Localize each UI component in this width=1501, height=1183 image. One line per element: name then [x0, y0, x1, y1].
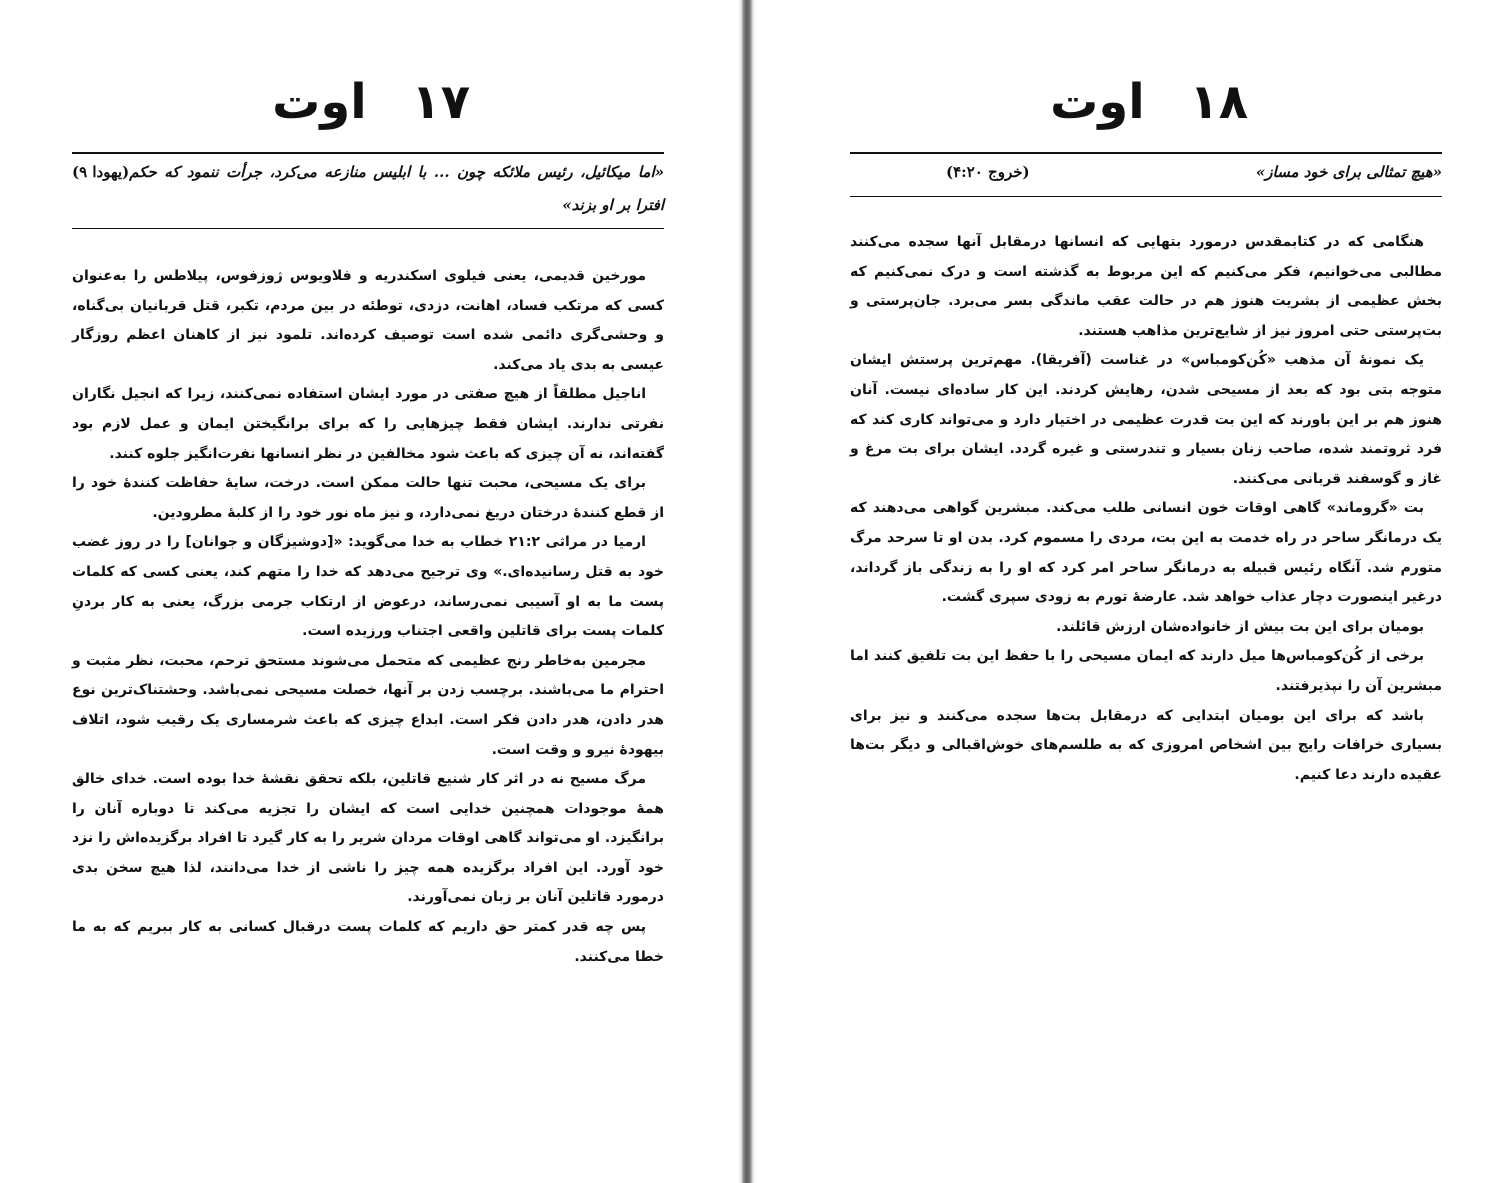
- devotional-body: [72, 262, 664, 972]
- book-gutter: [738, 0, 756, 1183]
- body-paragraph: اناجیل مطلقاً از هیچ صفتی در مورد ایشان استفاده نمی‌کنند، زیرا که انجیل نگاران نفرتی ندارند. ایشان فقط چیزهایی را که برای برانگیختن ایمان و عمل لازم بود گفته‌اند، نه آن چیزی که باعث شود مخالفین در نظر انسانها نفرت‌انگیز جلوه کنند.: [72, 386, 664, 462]
- body-paragraph: باشد که برای این بومیان ابتدایی که درمقابل بت‌ها سجده می‌کنند و نیز برای بسیاری خرافات رایج بین اشخاص امروزی که به طلسم‌های خوش‌اقبالی و دیگر بت‌ها عقیده دارند دعا کنیم.: [850, 707, 1442, 783]
- body-paragraph: بت «گروماند» گاهی اوقات خون انسانی طلب می‌کند. مبشرین گواهی می‌دهند که یک درمانگر ساحر در راه خدمت به این بت، مردی را مسموم کرد. بدن او تا سرحد مرگ متورم شد. آنگاه رئیس قبیله به درمانگر ساحر امر کرد که او را به زندگی باز گرداند، درغیر اینصورت دچار عذاب خواهد شد. عارضهٔ تورم به زودی سپری گشت.: [850, 500, 1442, 606]
- body-paragraph: هنگامی که در کتابمقدس درمورد بتهایی که انسانها درمقابل آنها سجده می‌کنند مطالبی می‌خوانیم، فکر می‌کنیم که این مربوط به گذشته است و درک نمی‌کنیم که بخش عظیمی از بشریت هنوز هم در حالت عقب ماندگی بسر می‌برد. جان‌پرستی و بت‌پرستی حتی امروز نیز از شایع‌ترین مذاهب هستند.: [850, 234, 1442, 339]
- page-month-title: اوت: [1050, 74, 1145, 130]
- body-paragraph: مجرمین به‌خاطر رنج عظیمی که متحمل می‌شوند مستحق ترحم، محبت، نظر مثبت و احترام ما می‌باشند. برچسب زدن بر آنها، خصلت مسیحی نمی‌باشد. وحشتناک‌ترین نوع هدر دادن، هدر دادن فکر است. ابداع چیزی که باعث شرمساری یک رقیب شود، اتلاف بیهودهٔ نیرو و وقت است.: [72, 652, 664, 758]
- body-paragraph: ارمیا در مراثی ۲۱:۲ خطاب به خدا می‌گوید: «[دوشیزگان و جوانان] را در روز غضب خود به قتل رسانیده‌ای.» وی ترجیح می‌دهد که خدا را متهم کند، یعنی کسی که کلمات پست ما به او آسیبی نمی‌رساند، درعوض از ارتکاب جرمی بزرگ، یعنی به کار بردنِ کلمات پست برای قاتلین واقعی اجتناب ورزیده است.: [72, 534, 664, 640]
- verse-box: [72, 156, 664, 222]
- devotional-body: [850, 228, 1442, 790]
- verse-box: [850, 156, 1442, 189]
- body-paragraph: برای یک مسیحی، محبت تنها حالت ممکن است. درخت، سایهٔ حفاظت کنندهٔ خود را از قطع کنندهٔ درختان دریغ نمی‌دارد، و نیز ماه نور خود را از کلبهٔ مطرودین.: [72, 475, 664, 521]
- page-heading: [1048, 70, 1248, 134]
- verse-text: «اما میکائیل، رئیس ملائکه چون ... با ابلیس منازعه می‌کرد، جرأت ننمود که حکم افترا بر او بزند»: [129, 163, 664, 214]
- page-day-number: ۱۸: [1189, 74, 1248, 130]
- body-paragraph: برخی از کُن‌کومباس‌ها میل دارند که ایمان مسیحی را با حفظ این بت تلفیق کنند اما مبشرین آن را نپذیرفتند.: [850, 648, 1442, 694]
- body-paragraph: مرگ مسیح نه در اثر کار شنیع قاتلین، بلکه تحقق نقشهٔ خدا بوده است. خدای خالق همهٔ موجودات همچنین خدایی است که ایشان را تجزیه می‌کند تا دوباره آنان را برانگیزد. او می‌تواند گاهی اوقات مردان شریر را به کار گیرد تا افراد برگزیده‌اش را نزد خود آورد. این افراد برگزیده همه چیز را ناشی از خدا می‌دانند، لذا هیچ سخن بدی درمورد قاتلین آنان بر زبان نمی‌آورند.: [72, 771, 664, 906]
- verse-reference: (خروج ۴:۲۰): [946, 163, 1030, 181]
- body-paragraph: مورخین قدیمی، یعنی فیلوی اسکندریه و فلاویوس ژوزفوس، پیلاطس را به‌عنوان کسی که مرتکب فساد، اهانت، دزدی، توطئه در بین مردم، تکبر، قتل قربانیان بی‌گناه، و وحشی‌گری دائمی شده است توصیف کرده‌اند. تلمود نیز از کاهنان اعظم روزگار عیسی به بدی یاد می‌کند.: [72, 268, 664, 373]
- verse-top-rule: [850, 152, 1442, 154]
- page-heading: [270, 70, 470, 134]
- page-month-title: اوت: [272, 74, 367, 130]
- verse-bottom-rule: [850, 196, 1442, 197]
- verse-reference: (یهودا ۹): [72, 163, 130, 181]
- right-page: [756, 0, 1501, 1183]
- verse-bottom-rule: [72, 228, 664, 229]
- body-paragraph: پس چه قدر کمتر حق داریم که کلمات پست درقبال کسانی به کار ببریم که به ما خطا می‌کنند.: [72, 919, 664, 965]
- body-paragraph: بومیان برای این بت بیش از خانواده‌شان ارزش قائلند.: [1056, 618, 1424, 635]
- verse-text: «هیچ تمثالی برای خود مساز»: [1255, 163, 1442, 181]
- page-day-number: ۱۷: [411, 74, 470, 130]
- body-paragraph: یک نمونهٔ آن مذهب «کُن‌کومباس» در غناست (آفریقا). مهم‌ترین پرستش ایشان متوجه بتی بود که بعد از مسیحی شدن، رهایش کردند. این کار ساده‌ای نیست. آنان هنوز هم بر این باورند که این بت قدرت عظیمی در اختیار دارد و می‌تواند کاری کند که فرد ثروتمند شده، صاحب زنان بسیار و تندرستی و غیره گردد. ایشان برای بت مرغ و غاز و گوسفند قربانی می‌کنند.: [850, 352, 1442, 487]
- left-page: [0, 0, 738, 1183]
- verse-top-rule: [72, 152, 664, 154]
